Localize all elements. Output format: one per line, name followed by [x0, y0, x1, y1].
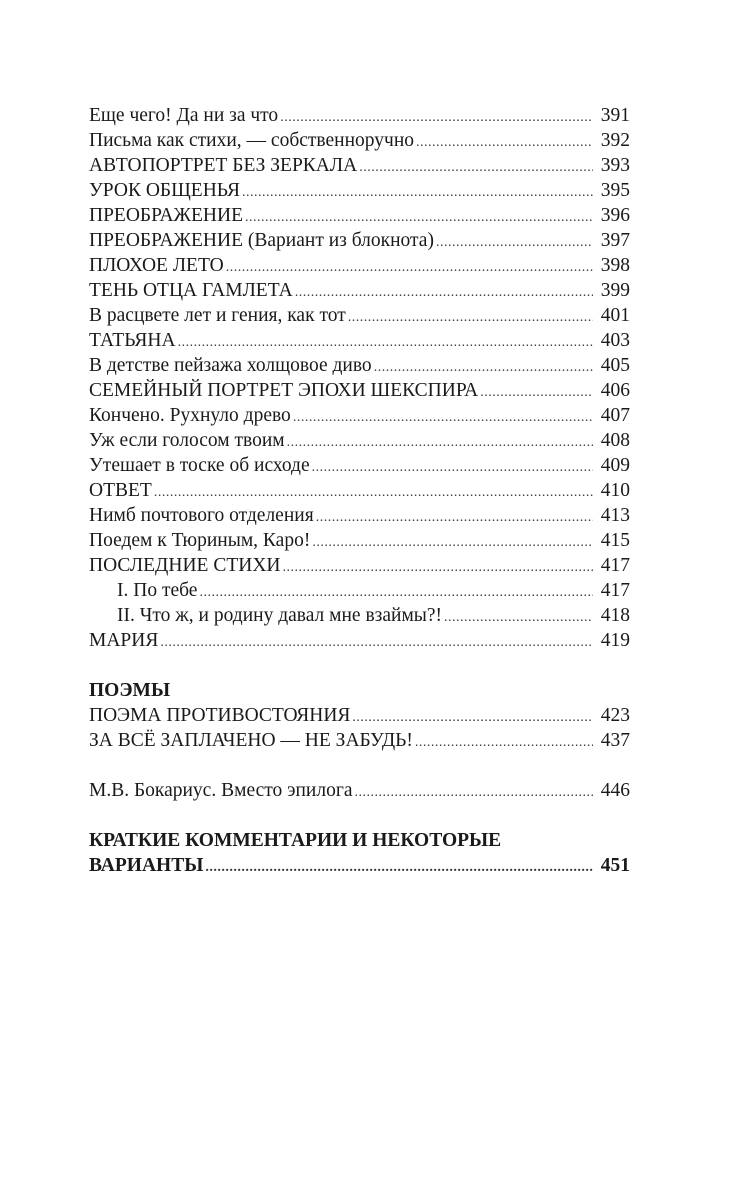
toc-entry[interactable] [89, 253, 630, 278]
toc-entry-title: Утешает в тоске об исходе [89, 455, 310, 476]
toc-entry-page: 451 [600, 855, 630, 876]
toc-entry-page: 446 [600, 780, 630, 801]
toc-entry[interactable] [89, 703, 630, 728]
dot-leader [160, 630, 593, 655]
dot-leader [205, 855, 593, 880]
toc-entry-page: 415 [600, 530, 630, 551]
toc-entry[interactable] [89, 428, 630, 453]
toc-entry[interactable] [89, 128, 630, 153]
toc-entry-page: 392 [600, 130, 630, 151]
toc-entry-title: М.В. Бокариус. Вместо эпилога [89, 780, 353, 801]
dot-leader [316, 505, 593, 530]
dot-leader [154, 480, 593, 505]
toc-entry-page: 410 [600, 480, 630, 501]
toc-entry-page: 395 [600, 180, 630, 201]
toc-entry[interactable] [89, 328, 630, 353]
toc-entry-comments[interactable] [89, 853, 630, 878]
toc-entry-title: I. По тебе [117, 580, 198, 601]
dot-leader [352, 705, 593, 730]
toc-entry-page: 437 [600, 730, 630, 751]
toc-entry-title: УРОК ОБЩЕНЬЯ [89, 180, 240, 201]
section-spacer [89, 653, 630, 678]
toc-entry-page: 417 [600, 580, 630, 601]
toc-entry-title: ОТВЕТ [89, 480, 152, 501]
toc-entry-title: ПОЭМА ПРОТИВОСТОЯНИЯ [89, 705, 351, 726]
dot-leader [312, 530, 593, 555]
toc-entry-page: 405 [600, 355, 630, 376]
dot-leader [444, 605, 593, 630]
toc-entry[interactable] [89, 178, 630, 203]
dot-leader [355, 780, 594, 805]
toc-entry-title: ПОСЛЕДНИЕ СТИХИ [89, 555, 281, 576]
toc-entry-page: 403 [600, 330, 630, 351]
toc-entry[interactable] [89, 103, 630, 128]
toc-entry[interactable] [89, 503, 630, 528]
toc-entry-page: 397 [600, 230, 630, 251]
toc-entry-page: 401 [600, 305, 630, 326]
dot-leader [359, 155, 593, 180]
toc-entry[interactable] [89, 528, 630, 553]
toc-entry-title: ВАРИАНТЫ [89, 855, 204, 876]
toc-entry-title: II. Что ж, и родину давал мне взаймы?! [117, 605, 443, 626]
toc-entry-page: 406 [600, 380, 630, 401]
toc-entry[interactable] [89, 628, 630, 653]
dot-leader [312, 455, 593, 480]
section-heading-comments: КРАТКИЕ КОММЕНТАРИИ И НЕКОТОРЫЕ [89, 830, 502, 851]
dot-leader [178, 330, 593, 355]
dot-leader [226, 255, 593, 280]
dot-leader [293, 405, 593, 430]
toc-entry-title: ЗА ВСЁ ЗАПЛАЧЕНО — НЕ ЗАБУДЬ! [89, 730, 413, 751]
toc-entry-title: ПРЕОБРАЖЕНИЕ (Вариант из блокнота) [89, 230, 434, 251]
dot-leader [199, 580, 593, 605]
toc-entry[interactable] [89, 453, 630, 478]
toc-entry[interactable] [89, 478, 630, 503]
toc-entry-title: АВТОПОРТРЕТ БЕЗ ЗЕРКАЛА [89, 155, 358, 176]
toc-entry-page: 419 [600, 630, 630, 651]
toc-subentry[interactable] [89, 603, 630, 628]
toc-entry-title: В расцвете лет и гения, как тот [89, 305, 346, 326]
section-heading-poems: ПОЭМЫ [89, 680, 171, 701]
section-spacer [89, 753, 630, 778]
dot-leader [245, 205, 593, 230]
toc-entry-title: СЕМЕЙНЫЙ ПОРТРЕТ ЭПОХИ ШЕКСПИРА [89, 380, 479, 401]
toc-entry-page: 391 [600, 105, 630, 126]
dot-leader [280, 105, 593, 130]
toc-entry-title: Кончено. Рухнуло древо [89, 405, 291, 426]
toc-entry-title: Еще чего! Да ни за что [89, 105, 279, 126]
toc-entry[interactable] [89, 378, 630, 403]
toc-entry-title: Поедем к Тюриным, Каро! [89, 530, 311, 551]
dot-leader [282, 555, 593, 580]
dot-leader [295, 280, 593, 305]
dot-leader [480, 380, 593, 405]
toc-entry[interactable] [89, 403, 630, 428]
toc-entry[interactable] [89, 153, 630, 178]
toc-entry-page: 398 [600, 255, 630, 276]
dot-leader [242, 180, 593, 205]
toc-entry-title: МАРИЯ [89, 630, 159, 651]
toc-entry-title: ПРЕОБРАЖЕНИЕ [89, 205, 244, 226]
dot-leader [287, 430, 593, 455]
toc-subentry[interactable] [89, 578, 630, 603]
toc-entry-page: 409 [600, 455, 630, 476]
toc-entry-epilogue[interactable] [89, 778, 630, 803]
toc-entry-title: ТАТЬЯНА [89, 330, 176, 351]
toc-entry[interactable] [89, 728, 630, 753]
toc-entry[interactable] [89, 303, 630, 328]
dot-leader [415, 730, 593, 755]
toc-entry[interactable] [89, 278, 630, 303]
toc-entry-title: ПЛОХОЕ ЛЕТО [89, 255, 224, 276]
toc-entry[interactable] [89, 353, 630, 378]
toc-entry-title: ТЕНЬ ОТЦА ГАМЛЕТА [89, 280, 293, 301]
toc-entry-title: Нимб почтового отделения [89, 505, 314, 526]
dot-leader [436, 230, 593, 255]
dot-leader [348, 305, 593, 330]
toc-entry-title: В детстве пейзажа холщовое диво [89, 355, 372, 376]
dot-leader [416, 130, 593, 155]
toc-entry[interactable] [89, 553, 630, 578]
toc-entry-page: 396 [600, 205, 630, 226]
table-of-contents [89, 103, 630, 878]
toc-entry-page: 393 [600, 155, 630, 176]
toc-entry[interactable] [89, 203, 630, 228]
toc-entry-page: 417 [600, 555, 630, 576]
toc-entry-page: 423 [600, 705, 630, 726]
toc-entry-page: 408 [600, 430, 630, 451]
dot-leader [374, 355, 593, 380]
toc-entry-title: Письма как стихи, — собственноручно [89, 130, 415, 151]
toc-entry-page: 418 [600, 605, 630, 626]
toc-entry-page: 413 [600, 505, 630, 526]
toc-entry[interactable] [89, 228, 630, 253]
toc-entry-page: 407 [600, 405, 630, 426]
toc-entry-title: Уж если голосом твоим [89, 430, 285, 451]
section-spacer [89, 803, 630, 828]
toc-entry-page: 399 [600, 280, 630, 301]
